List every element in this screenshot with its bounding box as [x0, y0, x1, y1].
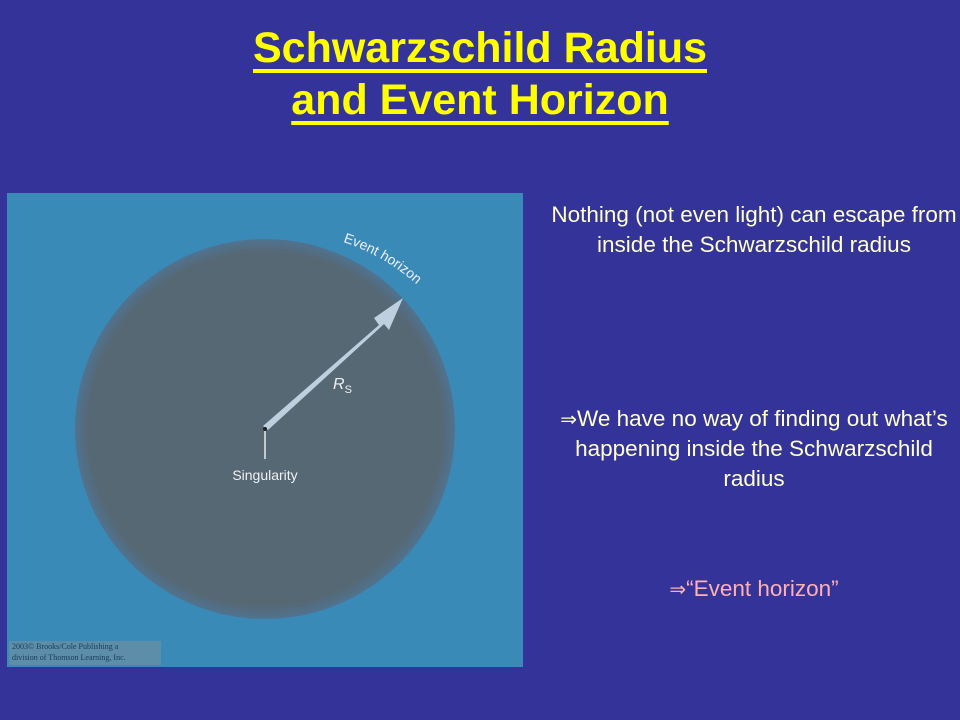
copyright-credit [9, 641, 161, 665]
singularity-point [263, 427, 267, 431]
implies-icon: ⇒ [669, 577, 687, 601]
event-horizon-term [558, 574, 950, 604]
no-information-text: We have no way of finding out what’s happening inside the Schwarzschild radius [575, 406, 948, 491]
credit-line-1: 2003© Brooks/Cole Publishing a [12, 642, 119, 651]
diagram-svg [7, 193, 523, 667]
event-horizon-term-text: “Event horizon” [686, 576, 839, 601]
event-horizon-label: Event horizon [342, 229, 426, 287]
implies-icon: ⇒ [560, 407, 578, 431]
singularity-label: Singularity [232, 467, 298, 483]
radius-label: $R_S$ [333, 376, 352, 396]
title-line-1: Schwarzschild Radius [252, 24, 708, 72]
credit-line-2: division of Thomson Learning, Inc. [12, 653, 126, 662]
slide-title [0, 22, 960, 126]
no-information-statement [558, 404, 950, 494]
title-line-2: and Event Horizon [291, 76, 669, 124]
escape-statement: Nothing (not even light) can escape from inside the Schwarzschild radius [551, 202, 957, 257]
black-hole-diagram [7, 193, 523, 667]
